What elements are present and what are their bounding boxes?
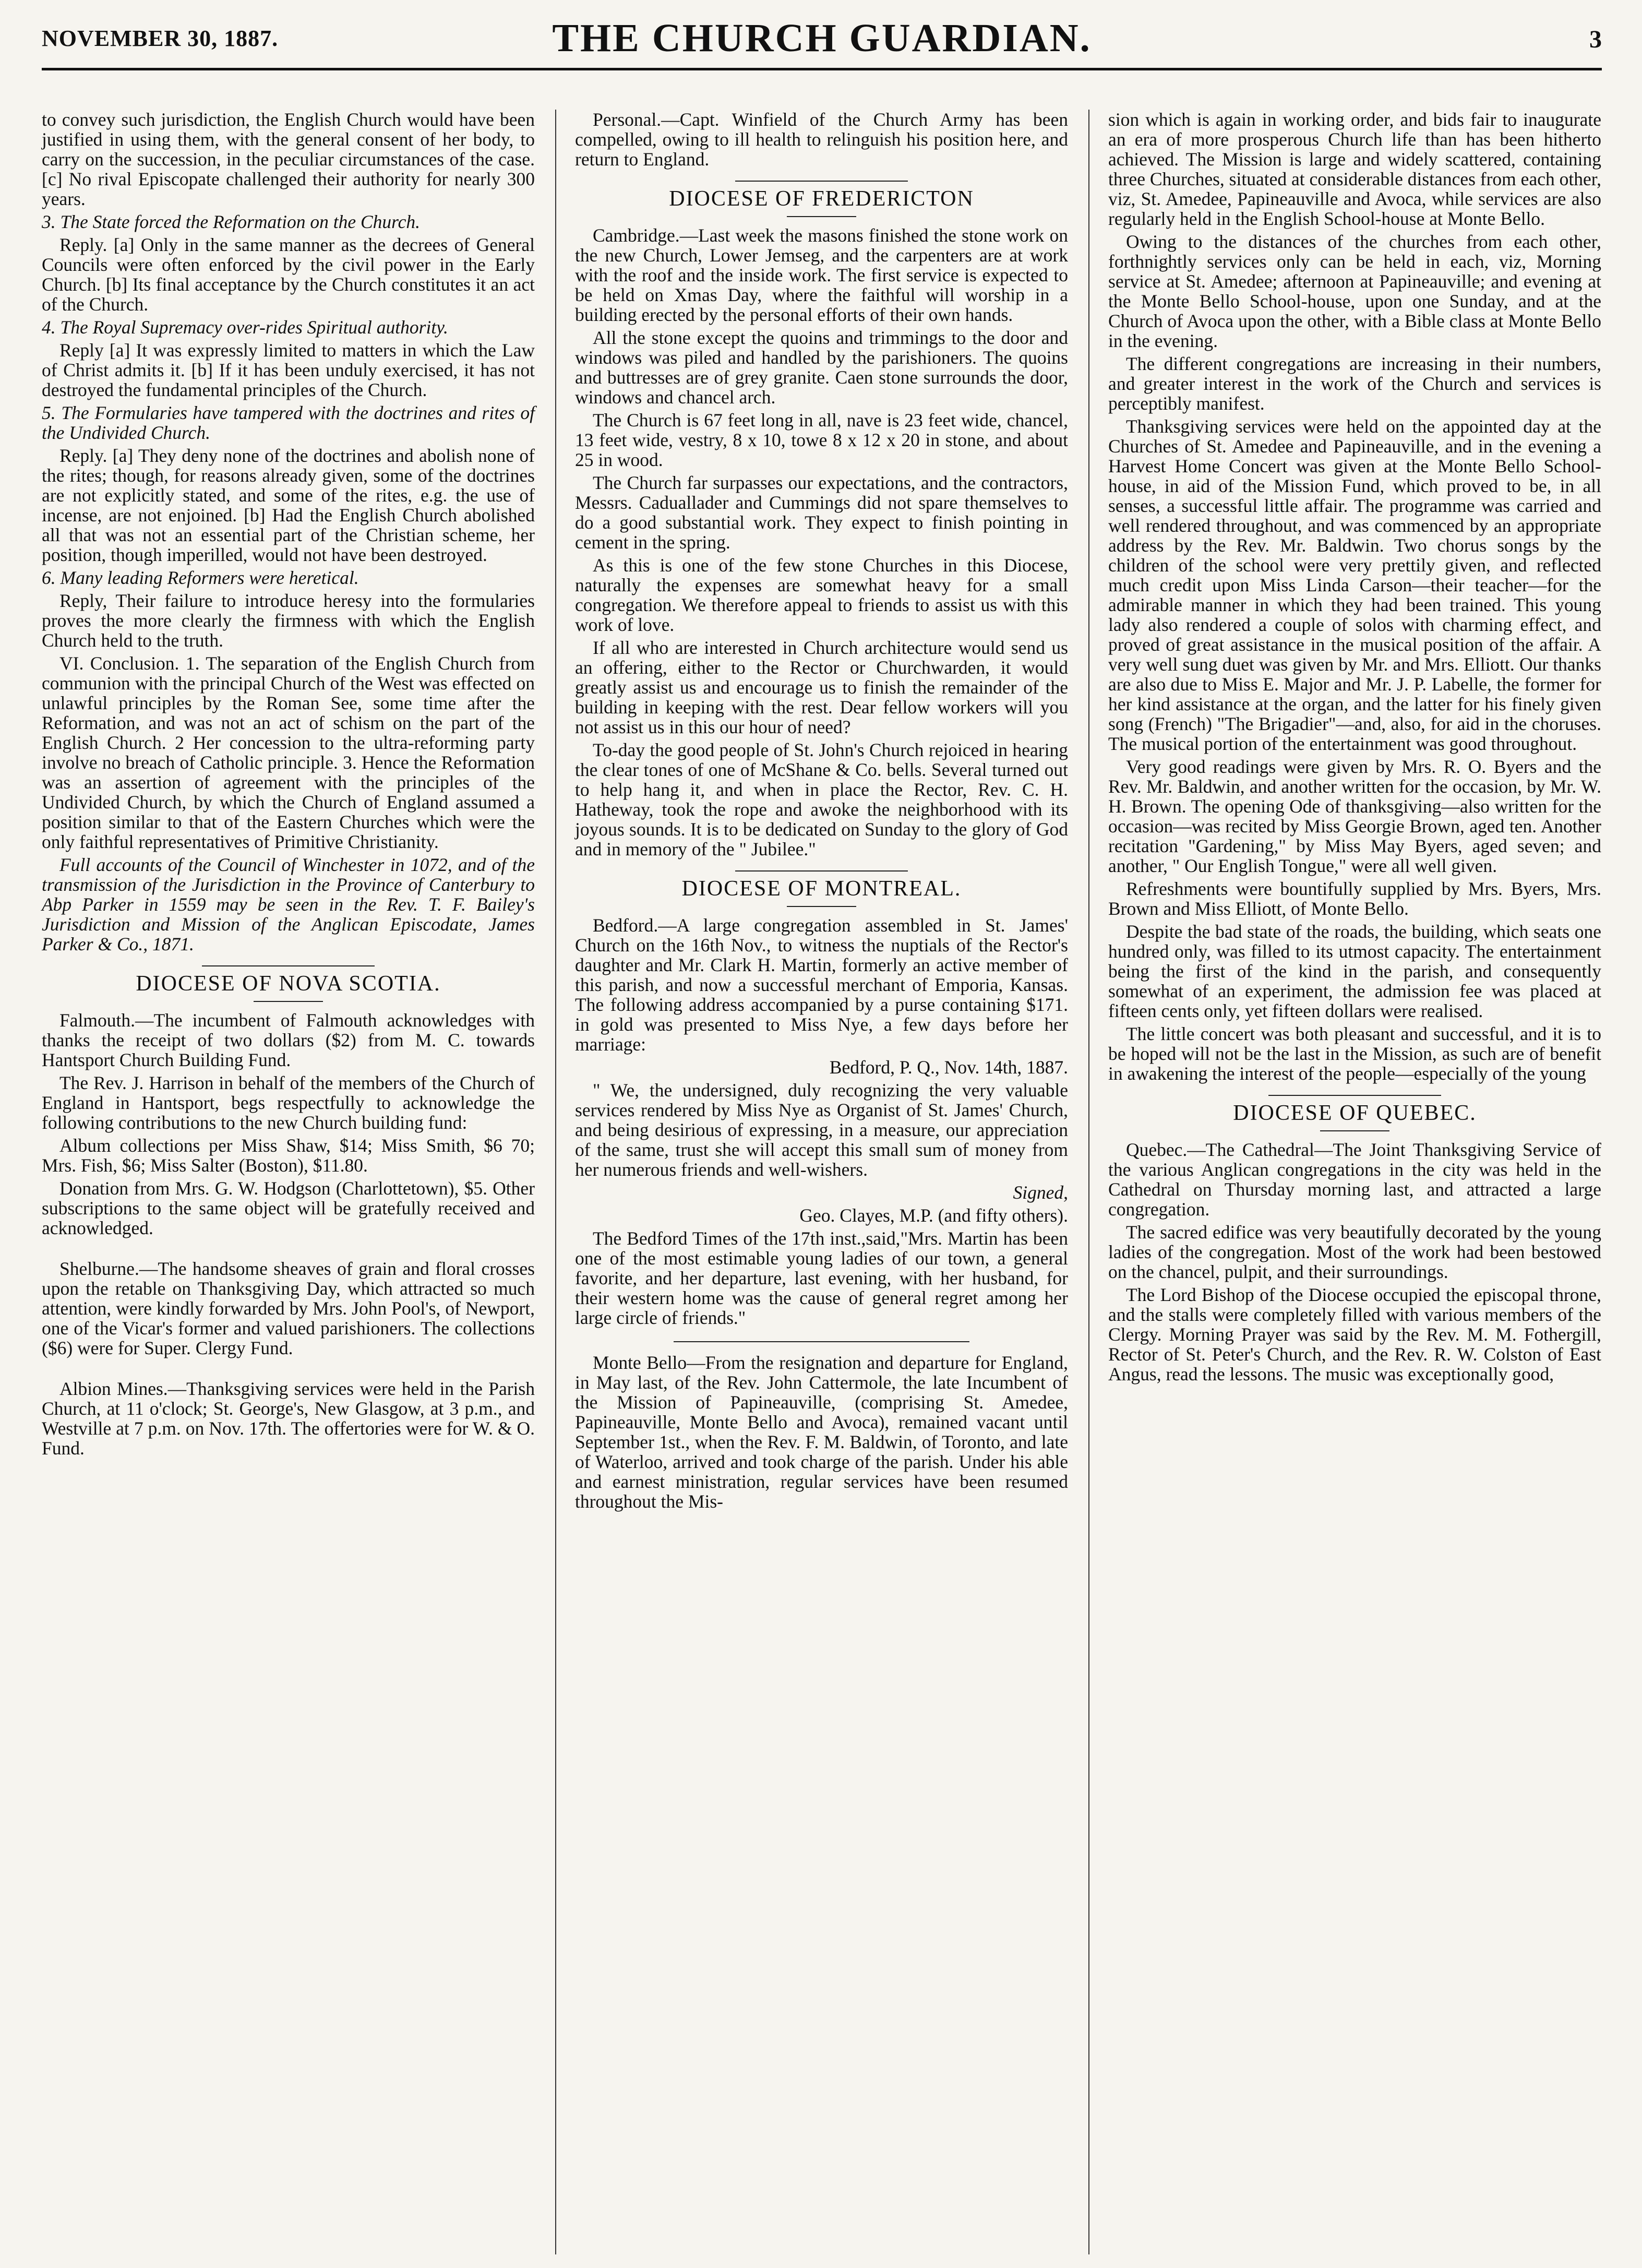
objection-heading: 3. The State forced the Reformation on the Church. (42, 211, 421, 232)
masthead-rule (42, 68, 1602, 70)
paragraph: The different congregations are increasing in their numbers, and greater interest in the work of the Church and services is perceptibly manifest. (1108, 353, 1601, 414)
section-rule (735, 870, 908, 872)
objection-heading: 4. The Royal Supremacy over-rides Spiritual authority. (42, 317, 448, 338)
paragraph: Donation from Mrs. G. W. Hodgson (Charlottetown), $5. Other subscriptions to the same object will be gratefully received and acknowledged. (42, 1178, 535, 1238)
section-rule (787, 216, 856, 217)
signatories: Geo. Clayes, M.P. (and fifty others). (799, 1205, 1068, 1226)
paragraph: The Rev. J. Harrison in behalf of the members of the Church of England in Hantsport, begs respectfully to acknowledge the following contributions to the new Church building fund: (42, 1072, 535, 1133)
address-text: " We, the undersigned, duly recognizing the very valuable services rendered by Miss Nye as Organist of St. James' Church, and being desirious of expressing, in a measure, our appreciation of the same, trust she will accept this small sum of money from her numerous friends and well-wishers. (575, 1080, 1068, 1180)
column-2 (575, 110, 1068, 1514)
paragraph: sion which is again in working order, and bids fair to inaugurate an era of more prosperous Church life than has been hitherto achieved. The Mission is large and widely scattered, containing three Churches, situated at considerable distances from each other, viz, St. Amedee, Papineauville and Avoca, while services are also regularly held in the English School-house at Monte Bello. (1108, 109, 1601, 229)
section-rule (202, 965, 375, 966)
column-1 (42, 110, 535, 1461)
section-heading-quebec: DIOCESE OF QUEBEC. (1233, 1101, 1477, 1125)
reply-paragraph: Reply. [a] They deny none of the doctrines and abolish none of the rites; though, for reasons already given, some of the doctrines are not explicitly stated, and some of the rites, e.g. the use of incense, are not enjoined. [b] Had the English Church abolished all that was not an essential part of the Christian scheme, her position, though imperilled, would not have been destroyed. (42, 445, 535, 565)
masthead (42, 4, 1602, 109)
paragraph: The Bedford Times of the 17th inst.,said,"Mrs. Martin has been one of the most estimable young ladies of our town, a general favorite, and her departure, last evening, with her husband, for their western home was the cause of general regret among her large circle of friends." (575, 1228, 1068, 1328)
paragraph: To-day the good people of St. John's Church rejoiced in hearing the clear tones of one of McShane & Co. bells. Several turned out to help hang it, and when in place the Rector, Rev. C. H. Hatheway, took the rope and awoke the neighborhood with its joyous sounds. It is to be dedicated on Sunday to the glory of God and in memory of the " Jubilee." (575, 739, 1068, 860)
paragraph: to convey such jurisdiction, the English Church would have been justified in using them, with the general consent of her body, to carry on the succession, in the peculiar circumstances of the case. [c] No rival Episcopate challenged their authority for nearly 300 years. (42, 109, 535, 209)
newspaper-title: THE CHURCH GUARDIAN. (552, 16, 1092, 60)
news-item-shelburne: Shelburne.—The handsome sheaves of grain and floral crosses upon the retable on Thanksgiving Day, which attracted so much attention, were kindly forwarded by Mrs. John Pool's, of Newport, one of the Vicar's former and valued parishioners. The collections ($6) were for Super. Clergy Fund. (42, 1258, 535, 1358)
column-3 (1108, 110, 1601, 1387)
news-item-falmouth: Falmouth.—The incumbent of Falmouth acknowledges with thanks the receipt of two dollars ($2) from M. C. towards Hantsport Church Building Fund. (42, 1010, 535, 1070)
paragraph: Thanksgiving services were held on the appointed day at the Churches of St. Amedee and Papineauville, and in the evening a Harvest Home Concert was given at the Monte Bello School-house, in aid of the Mission Fund, which proved to be, in all senses, a successful little affair. The programme was carried and well rendered throughout, and was commenced by an appropriate address by the Rev. Mr. Baldwin. Two chorus songs by the children of the school were very prettily given, and reflected much credit upon Miss Linda Carson—their teacher—for the admirable manner in which they had been trained. This young lady also rendered a couple of solos with charming effect, and proved of great assistance in the musical position of the affair. A very well sung duet was given by Mr. and Mrs. Elliott. Our thanks are also due to Miss E. Major and Mr. J. P. Labelle, the former for her kind assistance at the organ, and the latter for his finely given song (French) "The Brigadier"—and, also, for aid in the choruses. The musical portion of the entertainment was good throughout. (1108, 416, 1601, 754)
news-item-bedford: Bedford.—A large congregation assembled in St. James' Church on the 16th Nov., to witness the nuptials of the Rector's daughter and Mr. Clark H. Martin, formerly an active member of this parish, and now a successful merchant of Emporia, Kansas. The following address accompanied by a purse containing $171. in gold was presented to Miss Nye, a few days before her marriage: (575, 915, 1068, 1055)
section-heading-fredericton: DIOCESE OF FREDERICTON (669, 187, 974, 211)
reply-paragraph: Reply, Their failure to introduce heresy into the formularies proves the more clearly the firmness with which the English Church held to the truth. (42, 590, 535, 651)
section-rule (735, 181, 908, 182)
paragraph: The Lord Bishop of the Diocese occupied the episcopal throne, and the stalls were completely filled with various members of the Clergy. Morning Prayer was said by the Rev. M. M. Fothergill, Rector of St. Peter's Church, and the Rev. R. W. Colston of East Angus, read the lessons. The music was exceptionally good, (1108, 1284, 1601, 1384)
spacer (42, 1241, 535, 1259)
news-item-quebec: Quebec.—The Cathedral—The Joint Thanksgiving Service of the various Anglican congregations in the city was held in the Cathedral on Thursday morning last, and attracted a large congregation. (1108, 1139, 1601, 1220)
paragraph: As this is one of the few stone Churches in this Diocese, naturally the expenses are somewhat heavy for a small congregation. We therefore appeal to friends to assist us with this work of love. (575, 555, 1068, 635)
section-rule (254, 1001, 322, 1002)
news-item-albion-mines: Albion Mines.—Thanksgiving services were held in the Parish Church, at 11 o'clock; St. George's, New Glasgow, at 3 p.m., and Westville at 7 p.m. on Nov. 17th. The offertories were for W. & O. Fund. (42, 1378, 535, 1459)
item-separator (674, 1341, 969, 1342)
footnote-paragraph: Full accounts of the Council of Winchester in 1072, and of the transmission of the Jurisdiction in the Province of Canterbury to Abp Parker in 1559 may be seen in the Rev. T. F. Bailey's Jurisdiction and Mission of the Anglican Episcodate, James Parker & Co., 1871. (42, 854, 535, 954)
column-divider (555, 110, 556, 2254)
paragraph: The sacred edifice was very beautifully decorated by the young ladies of the congregation. Most of the work had been bestowed on the chancel, pulpit, and their surroundings. (1108, 1222, 1601, 1282)
section-rule (787, 906, 856, 907)
paragraph: Very good readings were given by Mrs. R. O. Byers and the Rev. Mr. Baldwin, and another written for the occasion, by Mr. W. H. Brown. The opening Ode of thanksgiving—also written for the occasion—was recited by Miss Georgie Brown, aged ten. Another recitation "Gardening," by Miss May Byers, aged seven; and another, " Our English Tongue," were all well given. (1108, 756, 1601, 876)
paragraph: If all who are interested in Church architecture would send us an offering, either to the Rector or Churchwarden, it would greatly assist us and encourage us to finish the remainder of the building in keeping with the rest. Dear fellow workers will you not assist us in this our hour of need? (575, 637, 1068, 737)
paragraph: The Church far surpasses our expectations, and the contractors, Messrs. Caduallader and Cummings did not spare themselves to do a good substantial work. They expect to finish pointing in cement in the spring. (575, 472, 1068, 553)
paragraph: The Church is 67 feet long in all, nave is 23 feet wide, chancel, 13 feet wide, vestry, 8 x 10, towe 8 x 12 x 20 in stone, and about 25 in wood. (575, 410, 1068, 470)
spacer (42, 1361, 535, 1379)
objection-heading: 5. The Formularies have tampered with the doctrines and rites of the Undivided Church. (42, 402, 535, 443)
reply-paragraph: Reply. [a] Only in the same manner as the decrees of General Councils were often enforced by the civil power in the Early Church. [b] Its final acceptance by the Church constitutes it an act of the Church. (42, 234, 535, 315)
news-item-monte-bello: Monte Bello—From the resignation and departure for England, in May last, of the Rev. John Cattermole, the late Incumbent of the Mission of Papineauville, (comprising St. Amedee, Papineauville, Monte Bello and Avoca), remained vacant until September 1st., when the Rev. F. M. Baldwin, of Toronto, and late of Waterloo, arrived and took charge of the parish. Under his able and earnest ministration, regular services have been resumed throughout the Mis- (575, 1352, 1068, 1512)
section-heading-montreal: DIOCESE OF MONTREAL. (681, 877, 962, 901)
paragraph: Album collections per Miss Shaw, $14; Miss Smith, $6 70; Mrs. Fish, $6; Miss Salter (Boston), $11.80. (42, 1135, 535, 1176)
signature-label: Signed, (1013, 1182, 1068, 1203)
page-number: 3 (1589, 26, 1602, 53)
paragraph: The little concert was both pleasant and successful, and it is to be hoped will not be the last in the Mission, as such are of benefit in awakening the interest of the people—especially of the young (1108, 1023, 1601, 1084)
paragraph: Despite the bad state of the roads, the building, which seats one hundred only, was filled to its utmost capacity. The entertainment being the first of the kind in the parish, and consequently somewhat of an experiment, the admission fee was placed at fifteen cents only, yet fifteen dollars were realised. (1108, 921, 1601, 1021)
reply-paragraph: Reply [a] It was expressly limited to matters in which the Law of Christ admits it. [b] If it has been unduly exercised, it has not destroyed the fundamental principles of the Church. (42, 340, 535, 400)
paragraph: All the stone except the quoins and trimmings to the door and windows was piled and handled by the parishioners. The quoins and buttresses are of grey granite. Caen stone surrounds the door, windows and chancel arch. (575, 327, 1068, 408)
issue-date: NOVEMBER 30, 1887. (42, 26, 279, 51)
objection-heading: 6. Many leading Reformers were heretical. (42, 567, 359, 588)
section-rule (1320, 1130, 1389, 1131)
news-item-personal: Personal.—Capt. Winfield of the Church Army has been compelled, owing to ill health to relinguish his position here, and return to England. (575, 109, 1068, 170)
section-rule (1268, 1095, 1441, 1096)
conclusion-paragraph: VI. Conclusion. 1. The separation of the English Church from communion with the principal Church of the West was effected on unlawful principles by the Roman See, some time after the Reformation, and was not an act of schism on the part of the English Church. 2 Her concession to the ultra-reforming party involve no breach of Catholic principle. 3. Hence the Reformation was an assertion of agreement with the principles of the Undivided Church, by which the Church of England assumed a position similar to that of the Eastern Churches which were the only faithful representatives of Primitive Christianity. (42, 653, 535, 852)
column-divider (1088, 110, 1089, 2254)
paragraph: Owing to the distances of the churches from each other, forthnightly services only can be held in each, viz, Morning service at St. Amedee; afternoon at Papineauville; and evening at the Monte Bello School-house, upon one Sunday, and at the Church of Avoca upon the other, with a Bible class at Monte Bello in the evening. (1108, 231, 1601, 351)
dateline: Bedford, P. Q., Nov. 14th, 1887. (829, 1057, 1068, 1078)
paragraph: Refreshments were bountifully supplied by Mrs. Byers, Mrs. Brown and Miss Elliott, of Monte Bello. (1108, 878, 1601, 919)
section-heading-nova-scotia: DIOCESE OF NOVA SCOTIA. (136, 972, 441, 996)
news-item-cambridge: Cambridge.—Last week the masons finished the stone work on the new Church, Lower Jemseg, and the carpenters are at work with the roof and the inside work. The first service is expected to be held on Xmas Day, where the faithful will worship in a building erected by the personal efforts of their own hands. (575, 225, 1068, 325)
